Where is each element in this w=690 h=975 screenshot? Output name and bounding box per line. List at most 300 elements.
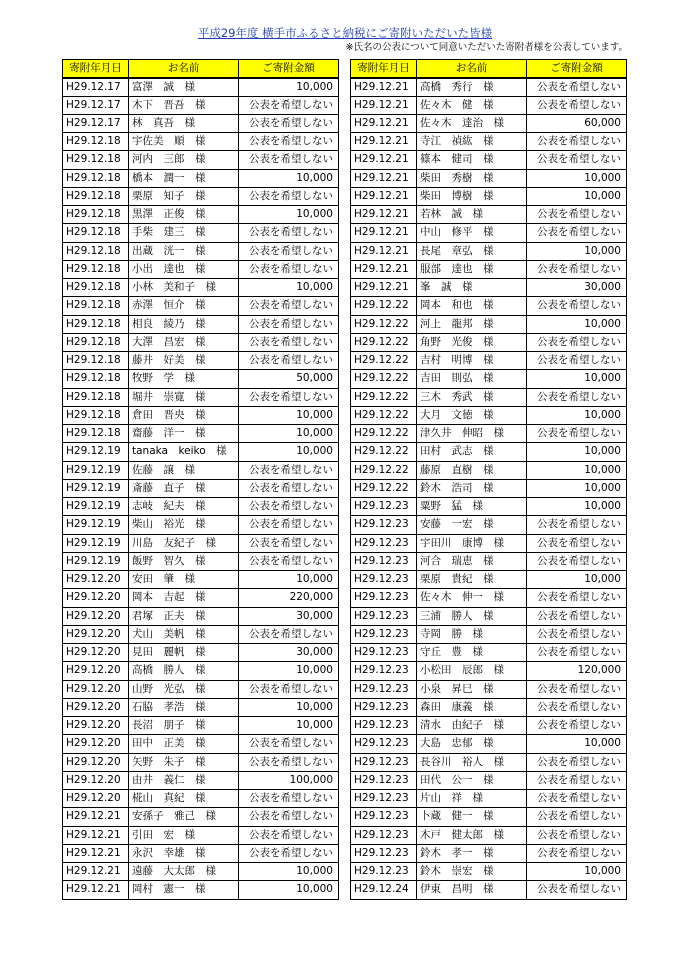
cell-date: H29.12.21 [351, 78, 417, 96]
cell-amount: 公表を希望しない [527, 753, 627, 771]
cell-date: H29.12.19 [63, 516, 129, 534]
cell-donor-name: 林 真吾 様 [129, 114, 239, 132]
cell-amount: 公表を希望しない [239, 680, 339, 698]
cell-donor-name: 伊東 昌明 様 [417, 881, 527, 899]
cell-amount: 10,000 [527, 242, 627, 260]
cell-amount: 公表を希望しない [527, 808, 627, 826]
cell-date: H29.12.22 [351, 425, 417, 443]
table-row [351, 552, 627, 570]
cell-donor-name: 岡本 和也 様 [417, 297, 527, 315]
table-row [351, 753, 627, 771]
cell-date: H29.12.22 [351, 315, 417, 333]
cell-donor-name: 寺岡 勝 様 [417, 625, 527, 643]
table-row [351, 863, 627, 881]
table-row [63, 863, 339, 881]
table-row [63, 479, 339, 497]
cell-amount: 公表を希望しない [239, 224, 339, 242]
cell-amount: 60,000 [527, 114, 627, 132]
cell-date: H29.12.20 [63, 644, 129, 662]
cell-date: H29.12.23 [351, 863, 417, 881]
cell-date: H29.12.21 [351, 133, 417, 151]
cell-amount: 公表を希望しない [239, 844, 339, 862]
cell-donor-name: 寺江 禎紘 様 [417, 133, 527, 151]
table-row [351, 881, 627, 899]
cell-date: H29.12.23 [351, 680, 417, 698]
cell-amount: 公表を希望しない [527, 516, 627, 534]
header-date: 寄附年月日 [63, 60, 129, 78]
cell-amount: 10,000 [239, 443, 339, 461]
cell-donor-name: 服部 達也 様 [417, 260, 527, 278]
table-row [63, 826, 339, 844]
cell-amount: 公表を希望しない [527, 589, 627, 607]
table-row [63, 388, 339, 406]
table-row [351, 589, 627, 607]
cell-amount: 公表を希望しない [239, 242, 339, 260]
table-row [63, 461, 339, 479]
cell-donor-name: 若林 誠 様 [417, 206, 527, 224]
table-row [351, 571, 627, 589]
cell-amount: 10,000 [239, 279, 339, 297]
table-row [63, 735, 339, 753]
table-header-row [351, 60, 627, 78]
table-row [63, 790, 339, 808]
table-row [351, 425, 627, 443]
cell-date: H29.12.19 [63, 479, 129, 497]
table-row [63, 498, 339, 516]
cell-donor-name: 木戸 健太郎 様 [417, 826, 527, 844]
table-row [351, 443, 627, 461]
cell-date: H29.12.21 [351, 206, 417, 224]
cell-donor-name: 黒澤 正俊 様 [129, 206, 239, 224]
table-row [351, 808, 627, 826]
table-row [63, 534, 339, 552]
table-row [351, 370, 627, 388]
cell-amount: 120,000 [527, 662, 627, 680]
cell-donor-name: 粟野 猛 様 [417, 498, 527, 516]
cell-date: H29.12.23 [351, 844, 417, 862]
table-row [63, 644, 339, 662]
cell-date: H29.12.22 [351, 388, 417, 406]
cell-date: H29.12.21 [351, 242, 417, 260]
cell-amount: 公表を希望しない [527, 260, 627, 278]
cell-date: H29.12.20 [63, 717, 129, 735]
table-row [351, 790, 627, 808]
cell-donor-name: 大月 文徳 様 [417, 406, 527, 424]
cell-amount: 30,000 [239, 644, 339, 662]
cell-donor-name: 高橋 勝人 様 [129, 662, 239, 680]
cell-date: H29.12.23 [351, 552, 417, 570]
cell-amount: 公表を希望しない [239, 96, 339, 114]
cell-date: H29.12.23 [351, 735, 417, 753]
cell-amount: 公表を希望しない [239, 388, 339, 406]
cell-donor-name: 倉田 晋央 様 [129, 406, 239, 424]
cell-date: H29.12.18 [63, 425, 129, 443]
cell-amount: 公表を希望しない [239, 133, 339, 151]
table-row [63, 552, 339, 570]
cell-amount: 公表を希望しない [239, 315, 339, 333]
table-row [63, 625, 339, 643]
cell-donor-name: 川島 友紀子 様 [129, 534, 239, 552]
cell-date: H29.12.22 [351, 352, 417, 370]
cell-donor-name: 引田 宏 様 [129, 826, 239, 844]
cell-donor-name: 藤井 好美 様 [129, 352, 239, 370]
cell-amount: 10,000 [239, 78, 339, 96]
cell-amount: 10,000 [527, 571, 627, 589]
cell-donor-name: 長谷川 裕人 様 [417, 753, 527, 771]
cell-donor-name: 片山 祥 様 [417, 790, 527, 808]
cell-donor-name: 山野 光弘 様 [129, 680, 239, 698]
table-row [63, 96, 339, 114]
cell-donor-name: 永沢 幸雄 様 [129, 844, 239, 862]
table-row [63, 133, 339, 151]
cell-donor-name: 田中 正美 様 [129, 735, 239, 753]
cell-date: H29.12.23 [351, 607, 417, 625]
cell-donor-name: 長沼 朋子 様 [129, 717, 239, 735]
cell-donor-name: 齋藤 洋一 様 [129, 425, 239, 443]
cell-amount: 公表を希望しない [527, 717, 627, 735]
cell-date: H29.12.23 [351, 717, 417, 735]
cell-donor-name: 清水 由紀子 様 [417, 717, 527, 735]
cell-donor-name: 河内 三郎 様 [129, 151, 239, 169]
cell-date: H29.12.23 [351, 534, 417, 552]
cell-amount: 10,000 [239, 863, 339, 881]
cell-donor-name: 守丘 豊 様 [417, 644, 527, 662]
cell-amount: 公表を希望しない [239, 114, 339, 132]
cell-date: H29.12.20 [63, 680, 129, 698]
cell-date: H29.12.24 [351, 881, 417, 899]
cell-amount: 公表を希望しない [239, 826, 339, 844]
table-row [351, 717, 627, 735]
cell-donor-name: 堀井 崇寛 様 [129, 388, 239, 406]
cell-amount: 公表を希望しない [527, 388, 627, 406]
cell-amount: 公表を希望しない [239, 534, 339, 552]
cell-date: H29.12.19 [63, 552, 129, 570]
table-row [351, 826, 627, 844]
cell-donor-name: 柴田 博樹 様 [417, 187, 527, 205]
cell-amount: 公表を希望しない [527, 206, 627, 224]
cell-donor-name: 小出 達也 様 [129, 260, 239, 278]
cell-donor-name: 相良 綾乃 様 [129, 315, 239, 333]
cell-date: H29.12.17 [63, 96, 129, 114]
cell-date: H29.12.20 [63, 698, 129, 716]
cell-donor-name: 森田 康義 様 [417, 698, 527, 716]
cell-amount: 10,000 [239, 169, 339, 187]
table-row [351, 169, 627, 187]
cell-date: H29.12.20 [63, 607, 129, 625]
cell-donor-name: 卜蔵 健一 様 [417, 808, 527, 826]
cell-donor-name: 藤原 直樹 様 [417, 461, 527, 479]
cell-donor-name: 小松田 辰郎 様 [417, 662, 527, 680]
cell-amount: 公表を希望しない [527, 78, 627, 96]
cell-donor-name: 大澤 昌宏 様 [129, 333, 239, 351]
cell-date: H29.12.22 [351, 406, 417, 424]
cell-date: H29.12.18 [63, 279, 129, 297]
cell-amount: 10,000 [239, 571, 339, 589]
cell-amount: 公表を希望しない [239, 498, 339, 516]
cell-amount: 公表を希望しない [239, 735, 339, 753]
cell-donor-name: 峯 誠 様 [417, 279, 527, 297]
table-row [351, 388, 627, 406]
table-row [351, 133, 627, 151]
cell-amount: 10,000 [239, 425, 339, 443]
table-row [351, 96, 627, 114]
cell-donor-name: 津久井 伸昭 様 [417, 425, 527, 443]
donor-table-right [350, 59, 627, 900]
table-row [351, 78, 627, 96]
cell-donor-name: 犬山 美帆 様 [129, 625, 239, 643]
cell-date: H29.12.22 [351, 461, 417, 479]
cell-amount: 30,000 [239, 607, 339, 625]
cell-donor-name: 栗原 貴紀 様 [417, 571, 527, 589]
cell-amount: 公表を希望しない [239, 260, 339, 278]
cell-amount: 公表を希望しない [527, 644, 627, 662]
cell-donor-name: 椛山 真紀 様 [129, 790, 239, 808]
cell-date: H29.12.18 [63, 388, 129, 406]
cell-donor-name: 高橋 秀行 様 [417, 78, 527, 96]
cell-amount: 公表を希望しない [527, 844, 627, 862]
cell-date: H29.12.18 [63, 169, 129, 187]
table-row [351, 114, 627, 132]
cell-donor-name: 三木 秀武 様 [417, 388, 527, 406]
cell-amount: 公表を希望しない [527, 625, 627, 643]
table-row [351, 242, 627, 260]
table-row [63, 680, 339, 698]
cell-date: H29.12.23 [351, 771, 417, 789]
cell-amount: 10,000 [239, 406, 339, 424]
cell-date: H29.12.22 [351, 443, 417, 461]
table-row [63, 370, 339, 388]
cell-amount: 10,000 [527, 406, 627, 424]
cell-date: H29.12.23 [351, 516, 417, 534]
table-row [351, 352, 627, 370]
table-row [63, 78, 339, 96]
table-row [351, 461, 627, 479]
table-header-row [63, 60, 339, 78]
cell-date: H29.12.21 [351, 187, 417, 205]
table-row [63, 425, 339, 443]
cell-date: H29.12.18 [63, 260, 129, 278]
cell-amount: 公表を希望しない [239, 297, 339, 315]
cell-amount: 公表を希望しない [527, 607, 627, 625]
table-row [351, 279, 627, 297]
table-row [63, 443, 339, 461]
cell-donor-name: 河上 龍邦 様 [417, 315, 527, 333]
cell-donor-name: 宇田川 康博 様 [417, 534, 527, 552]
cell-date: H29.12.18 [63, 224, 129, 242]
table-row [351, 315, 627, 333]
cell-date: H29.12.23 [351, 625, 417, 643]
cell-amount: 10,000 [527, 315, 627, 333]
cell-donor-name: 志岐 紀夫 様 [129, 498, 239, 516]
table-row [351, 771, 627, 789]
cell-date: H29.12.21 [351, 279, 417, 297]
table-row [63, 151, 339, 169]
cell-amount: 公表を希望しない [239, 625, 339, 643]
cell-amount: 10,000 [527, 735, 627, 753]
table-row [351, 479, 627, 497]
table-row [63, 771, 339, 789]
cell-date: H29.12.18 [63, 352, 129, 370]
cell-amount: 公表を希望しない [527, 425, 627, 443]
cell-amount: 10,000 [239, 881, 339, 899]
cell-amount: 公表を希望しない [239, 187, 339, 205]
cell-amount: 公表を希望しない [239, 808, 339, 826]
cell-amount: 公表を希望しない [239, 552, 339, 570]
cell-donor-name: 吉田 則弘 様 [417, 370, 527, 388]
cell-date: H29.12.23 [351, 790, 417, 808]
cell-date: H29.12.18 [63, 370, 129, 388]
cell-amount: 公表を希望しない [239, 479, 339, 497]
cell-amount: 10,000 [239, 717, 339, 735]
table-row [63, 662, 339, 680]
cell-amount: 公表を希望しない [527, 534, 627, 552]
cell-donor-name: 石脇 孝浩 様 [129, 698, 239, 716]
cell-donor-name: 長尾 章弘 様 [417, 242, 527, 260]
cell-date: H29.12.20 [63, 735, 129, 753]
table-row [63, 187, 339, 205]
header-date: 寄附年月日 [351, 60, 417, 78]
table-row [63, 169, 339, 187]
cell-date: H29.12.21 [351, 151, 417, 169]
table-row [351, 206, 627, 224]
table-row [351, 260, 627, 278]
cell-date: H29.12.21 [351, 114, 417, 132]
cell-date: H29.12.22 [351, 370, 417, 388]
table-row [63, 297, 339, 315]
table-row [63, 206, 339, 224]
cell-date: H29.12.21 [351, 260, 417, 278]
cell-amount: 10,000 [527, 863, 627, 881]
cell-date: H29.12.23 [351, 698, 417, 716]
cell-amount: 公表を希望しない [527, 698, 627, 716]
cell-amount: 公表を希望しない [527, 151, 627, 169]
cell-amount: 10,000 [527, 169, 627, 187]
table-row [351, 625, 627, 643]
table-row [351, 151, 627, 169]
cell-amount: 公表を希望しない [527, 352, 627, 370]
cell-donor-name: 木下 晋吾 様 [129, 96, 239, 114]
table-row [63, 279, 339, 297]
cell-donor-name: 佐藤 譲 様 [129, 461, 239, 479]
cell-donor-name: 篠本 健司 様 [417, 151, 527, 169]
cell-donor-name: 小林 美和子 様 [129, 279, 239, 297]
cell-date: H29.12.19 [63, 534, 129, 552]
cell-amount: 公表を希望しない [239, 516, 339, 534]
cell-donor-name: 安孫子 雅己 様 [129, 808, 239, 826]
table-row [63, 224, 339, 242]
cell-amount: 公表を希望しない [527, 96, 627, 114]
cell-date: H29.12.20 [63, 753, 129, 771]
cell-date: H29.12.18 [63, 242, 129, 260]
cell-date: H29.12.21 [63, 826, 129, 844]
cell-date: H29.12.18 [63, 133, 129, 151]
cell-date: H29.12.18 [63, 406, 129, 424]
table-row [351, 735, 627, 753]
cell-amount: 公表を希望しない [239, 753, 339, 771]
cell-donor-name: 小泉 昇巳 様 [417, 680, 527, 698]
table-row [63, 315, 339, 333]
cell-amount: 10,000 [527, 187, 627, 205]
table-row [351, 534, 627, 552]
cell-amount: 10,000 [527, 443, 627, 461]
table-row [351, 333, 627, 351]
cell-donor-name: 岡村 憲一 様 [129, 881, 239, 899]
cell-amount: 公表を希望しない [527, 224, 627, 242]
header-amount: ご寄附金額 [527, 60, 627, 78]
cell-date: H29.12.18 [63, 206, 129, 224]
cell-donor-name: tanaka keiko 様 [129, 443, 239, 461]
table-row [63, 589, 339, 607]
cell-date: H29.12.20 [63, 662, 129, 680]
cell-amount: 公表を希望しない [527, 333, 627, 351]
cell-date: H29.12.21 [63, 844, 129, 862]
cell-donor-name: 柴山 裕光 様 [129, 516, 239, 534]
header-name: お名前 [417, 60, 527, 78]
cell-donor-name: 田村 武志 様 [417, 443, 527, 461]
cell-donor-name: 中山 修平 様 [417, 224, 527, 242]
cell-date: H29.12.20 [63, 571, 129, 589]
table-row [351, 498, 627, 516]
table-row [63, 571, 339, 589]
cell-donor-name: 牧野 学 様 [129, 370, 239, 388]
table-row [63, 333, 339, 351]
cell-donor-name: 矢野 朱子 様 [129, 753, 239, 771]
cell-date: H29.12.19 [63, 461, 129, 479]
cell-donor-name: 橋本 潤一 様 [129, 169, 239, 187]
cell-date: H29.12.20 [63, 625, 129, 643]
cell-date: H29.12.22 [351, 333, 417, 351]
cell-date: H29.12.18 [63, 315, 129, 333]
cell-amount: 10,000 [527, 479, 627, 497]
disclosure-note: ※氏名の公表について同意いただいた寄附者様を公表しています。 [345, 42, 628, 53]
cell-date: H29.12.17 [63, 114, 129, 132]
page-title: 平成29年度 横手市ふるさと納税にご寄附いただいた皆様 [197, 26, 493, 40]
table-row [351, 844, 627, 862]
cell-amount: 10,000 [239, 698, 339, 716]
cell-date: H29.12.21 [351, 96, 417, 114]
cell-donor-name: 田代 公一 様 [417, 771, 527, 789]
table-row [351, 516, 627, 534]
cell-amount: 公表を希望しない [527, 771, 627, 789]
table-row [63, 352, 339, 370]
cell-date: H29.12.17 [63, 78, 129, 96]
table-row [63, 607, 339, 625]
cell-amount: 公表を希望しない [527, 826, 627, 844]
cell-donor-name: 宇佐美 順 様 [129, 133, 239, 151]
cell-donor-name: 佐々木 達治 様 [417, 114, 527, 132]
cell-donor-name: 遠藤 大太郎 様 [129, 863, 239, 881]
table-row [351, 644, 627, 662]
cell-date: H29.12.23 [351, 826, 417, 844]
cell-date: H29.12.20 [63, 790, 129, 808]
cell-amount: 30,000 [527, 279, 627, 297]
table-row [63, 114, 339, 132]
cell-date: H29.12.23 [351, 753, 417, 771]
cell-date: H29.12.22 [351, 297, 417, 315]
table-row [63, 753, 339, 771]
cell-amount: 10,000 [527, 370, 627, 388]
table-row [63, 844, 339, 862]
cell-amount: 10,000 [239, 662, 339, 680]
cell-amount: 公表を希望しない [239, 151, 339, 169]
table-row [351, 680, 627, 698]
cell-donor-name: 佐々木 健 様 [417, 96, 527, 114]
cell-donor-name: 斎藤 直子 様 [129, 479, 239, 497]
cell-amount: 10,000 [527, 461, 627, 479]
table-row [63, 242, 339, 260]
cell-donor-name: 角野 光俊 様 [417, 333, 527, 351]
table-row [63, 516, 339, 534]
